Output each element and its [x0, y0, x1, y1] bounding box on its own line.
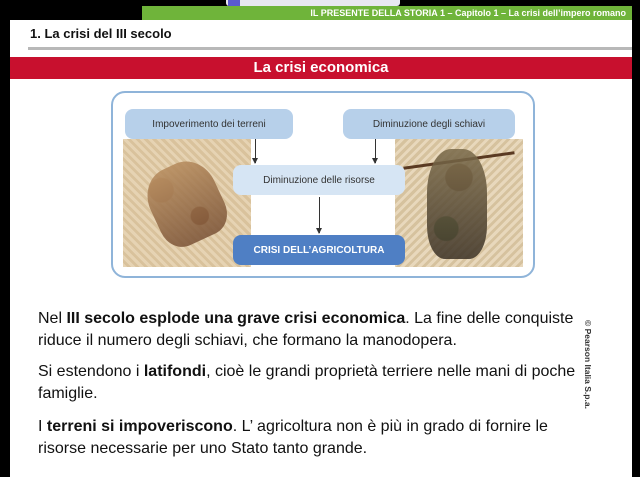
chapter-title: 1. La crisi del III secolo: [30, 26, 172, 41]
box-slave-decrease: Diminuzione degli schiavi: [343, 109, 515, 139]
slide-page: [10, 0, 632, 477]
mosaic-farmer-image: [123, 139, 251, 267]
series-title-bar: IL PRESENTE DELLA STORIA 1 – Capitolo 1 – La crisi dell’impero romano: [142, 6, 632, 20]
divider: [28, 47, 632, 50]
box-impoverishment: Impoverimento dei terreni: [125, 109, 293, 139]
box-resource-decrease: Diminuzione delle risorse: [233, 165, 405, 195]
arrow-down-icon: [255, 139, 256, 163]
box-agriculture-crisis: CRISI DELL’AGRICOLTURA: [233, 235, 405, 265]
section-title: La crisi economica: [10, 57, 632, 79]
paragraph-1: Nel III secolo esplode una grave crisi economica. La fine delle conquiste riduce il numero degli schiavi, che formano la manodopera.: [38, 310, 574, 349]
paragraph-2: Si estendono i latifondi, cioè le grandi proprietà terriere nelle mani di poche famiglie.: [38, 363, 576, 402]
copyright-notice: © Pearson Italia S.p.a.: [583, 320, 593, 409]
cause-effect-diagram: [111, 91, 535, 278]
farmer-figure: [137, 152, 234, 254]
mosaic-slave-image: [395, 139, 523, 267]
arrow-down-icon: [375, 139, 376, 163]
paragraph-3: I terreni si impoveriscono. L’ agricoltura non è più in grado di fornire le risorse necessarie per uno Stato tanto grande.: [38, 418, 548, 457]
arrow-down-icon: [319, 197, 320, 233]
slave-figure: [427, 149, 487, 259]
